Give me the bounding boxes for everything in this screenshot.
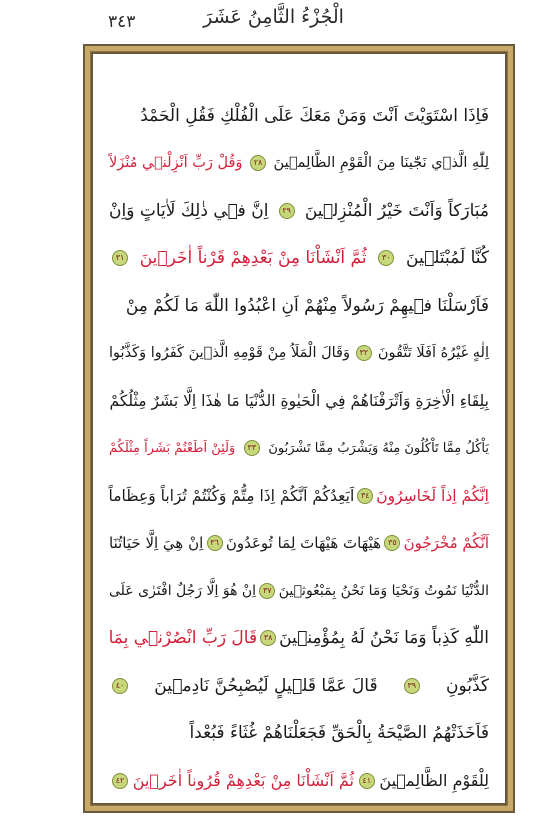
text-line <box>109 187 489 235</box>
verse-text: اِنْ هُوَ اِلَّا رَجُلٌ افْتَرٰى عَلَى <box>109 582 257 599</box>
text-line <box>109 520 489 568</box>
verse-text: اَيَعِدُكُمْ اَنَّكُمْ اِذَا مِتُّمْ وَكُنْتُمْ تُرَاباً وَعِظَاماً <box>108 486 355 505</box>
verse-text-highlight: قَالَ رَبِّ انْصُرْن۪ي بِمَا <box>108 628 258 649</box>
verse-text: لِلْقَوْمِ الظَّالِم۪ينَ <box>379 771 489 791</box>
text-line <box>109 615 489 663</box>
verse-text: مُبَارَكاً وَاَنْتَ خَيْرُ الْمُنْزِل۪ينَ <box>304 200 489 221</box>
text-line <box>109 425 489 473</box>
ayah-number-marker: ٣١ <box>112 250 128 266</box>
verse-text-highlight: اِنَّكُمْ اِذاً لَخَاسِرُونَ <box>376 486 489 505</box>
page-number: ٣٤٣ <box>108 12 136 32</box>
verse-text: اِنْ هِيَ اِلَّا حَيَاتُنَا <box>109 534 204 553</box>
verse-text: قَالَ عَمَّا قَل۪يلٍ لَيُصْبِحُنَّ نَادِم۪ينَ <box>154 675 378 696</box>
verse-text: اِلٰهٍ غَيْرُهُ اَفَلَا تَتَّقُونَ <box>377 345 489 362</box>
text-line <box>109 92 489 140</box>
text-line <box>109 330 489 378</box>
verse-text: فَاِذَا اسْتَوَيْتَ اَنْتَ وَمَنْ مَعَكَ عَلَى الْفُلْكِ فَقُلِ الْحَمْدُ <box>140 105 489 126</box>
text-line <box>109 757 489 805</box>
verse-text-highlight: ثُمَّ اَنْشَاْنَا مِنْ بَعْدِهِمْ قَرْناً اٰخَر۪ينَ <box>139 248 367 269</box>
verse-text: لِلّٰهِ الَّذ۪ي نَجّٰينَا مِنَ الْقَوْمِ الظَّالِم۪ينَ <box>273 155 489 172</box>
verse-text-highlight: ثُمَّ اَنْشَاْنَا مِنْ بَعْدِهِمْ قُرُوناً اٰخَر۪ينَ <box>132 771 354 791</box>
ayah-number-marker: ٣٠ <box>378 250 394 266</box>
ayah-number-marker: ٤١ <box>359 773 375 789</box>
verse-text: يَاْكُلُ مِمَّا تَاْكُلُونَ مِنْهُ وَيَشْرَبُ مِمَّا تَشْرَبُونَ <box>268 440 489 456</box>
verse-text: كَذَّبُونِ <box>445 675 489 696</box>
text-line <box>109 282 489 330</box>
verse-text: اِنَّ ف۪ي ذٰلِكَ لَاٰيَاتٍ وَاِنْ <box>109 200 269 221</box>
text-line <box>109 377 489 425</box>
text-panel <box>91 52 507 805</box>
text-line <box>109 567 489 615</box>
ayah-number-marker: ٢٩ <box>279 203 295 219</box>
verse-text-highlight: وَقُلْ رَبِّ اَنْزِلْن۪ي مُنْزَلاً <box>109 155 243 172</box>
text-line <box>109 710 489 758</box>
ayah-number-marker: ٣٢ <box>356 345 372 361</box>
text-line <box>109 662 489 710</box>
ornamental-frame <box>83 44 515 813</box>
ayah-number-marker: ٣٥ <box>384 535 400 551</box>
ayah-number-marker: ٣٧ <box>259 583 275 599</box>
ayah-number-marker: ٣٨ <box>260 630 276 646</box>
verse-text: كُنَّا لَمُبْتَل۪ينَ <box>406 248 489 269</box>
ayah-number-marker: ٣٣ <box>244 440 260 456</box>
text-line <box>109 235 489 283</box>
ayah-number-marker: ٤٢ <box>112 773 128 789</box>
ayah-number-marker: ٢٨ <box>250 155 266 171</box>
verse-text: الدُّنْيَا نَمُوتُ وَنَحْيَا وَمَا نَحْنُ بِمَبْعُوث۪ينَ <box>278 582 489 599</box>
verse-text: فَاَخَذَتْهُمُ الصَّيْحَةُ بِالْحَقِّ فَجَعَلْنَاهُمْ غُثَاءً فَبُعْداً <box>189 723 489 744</box>
ayah-number-marker: ٣٦ <box>207 535 223 551</box>
verse-text-highlight: اَنَّكُمْ مُخْرَجُونَ <box>403 534 489 553</box>
text-line <box>109 140 489 188</box>
page-header <box>0 0 547 44</box>
ayah-number-marker: ٤٠ <box>112 678 128 694</box>
verse-text: هَيْهَاتَ هَيْهَاتَ لِمَا تُوعَدُونَ <box>225 534 382 553</box>
verse-text: بِلِقَاءِ الْاٰخِرَةِ وَاَتْرَفْنَاهُمْ فِي الْحَيٰوةِ الدُّنْيَا مَا هٰذَا اِلَّا بَشَرٌ مِثْلُكُمْ <box>109 391 489 410</box>
verse-text: فَاَرْسَلْنَا ف۪يهِمْ رَسُولاً مِنْهُمْ اَنِ اعْبُدُوا اللّٰهَ مَا لَكُمْ مِنْ <box>125 295 489 316</box>
verse-text-highlight: وَلَئِنْ اَطَعْتُمْ بَشَراً مِثْلَكُمْ <box>109 440 236 456</box>
quran-text <box>109 92 489 805</box>
ayah-number-marker: ٣٩ <box>404 678 420 694</box>
ayah-number-marker: ٣٤ <box>357 488 373 504</box>
text-line <box>109 472 489 520</box>
verse-text: وَقَالَ الْمَلَاُ مِنْ قَوْمِهِ الَّذ۪ينَ كَفَرُوا وَكَذَّبُوا <box>109 345 350 362</box>
juz-title: الْجُزْءُ الثَّامِنُ عَشَرَ <box>203 6 344 28</box>
verse-text: اللّٰهِ كَذِباً وَمَا نَحْنُ لَهُ بِمُؤْمِن۪ينَ <box>279 628 489 649</box>
